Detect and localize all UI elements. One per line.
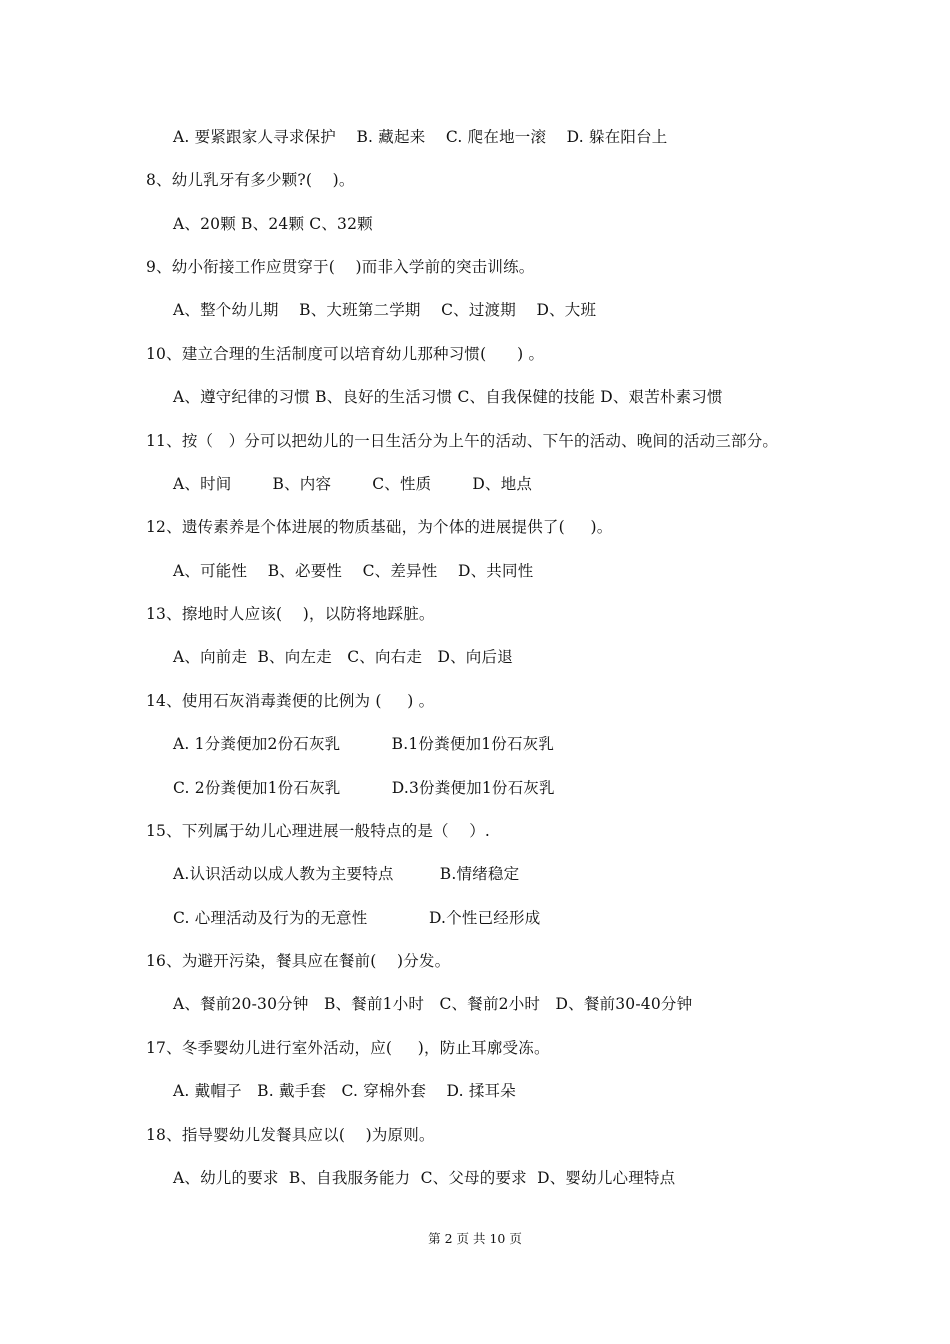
options-18: A、幼儿的要求 B、自我服务能力 C、父母的要求 D、婴幼儿心理特点 bbox=[173, 1169, 676, 1187]
question-12: 12、遗传素养是个体进展的物质基础，为个体的进展提供了( )。 bbox=[146, 518, 613, 536]
options-14b: C. 2份粪便加1份石灰乳 D.3份粪便加1份石灰乳 bbox=[173, 779, 555, 797]
question-8: 8、幼儿乳牙有多少颗?( )。 bbox=[146, 171, 355, 189]
question-11: 11、按（ ）分可以把幼儿的一日生活分为上午的活动、下午的活动、晚间的活动三部分。 bbox=[146, 432, 779, 450]
options-13: A、向前走 B、向左走 C、向右走 D、向后退 bbox=[173, 648, 513, 666]
question-16: 16、为避开污染，餐具应在餐前( )分发。 bbox=[146, 952, 451, 970]
options-9: A、整个幼儿期 B、大班第二学期 C、过渡期 D、大班 bbox=[173, 301, 597, 319]
options-8: A、20颗 B、24颗 C、32颗 bbox=[173, 215, 373, 233]
options-10: A、遵守纪律的习惯 B、良好的生活习惯 C、自我保健的技能 D、艰苦朴素习惯 bbox=[173, 388, 723, 406]
question-14: 14、使用石灰消毒粪便的比例为 ( ) 。 bbox=[146, 692, 435, 710]
question-13: 13、擦地时人应该( )，以防将地踩脏。 bbox=[146, 605, 435, 623]
options-14a: A. 1分粪便加2份石灰乳 B.1份粪便加1份石灰乳 bbox=[173, 735, 555, 753]
options-16: A、餐前20-30分钟 B、餐前1小时 C、餐前2小时 D、餐前30-40分钟 bbox=[173, 995, 693, 1013]
options-15b: C. 心理活动及行为的无意性 D.个性已经形成 bbox=[173, 909, 541, 927]
question-15: 15、下列属于幼儿心理进展一般特点的是（ ）. bbox=[146, 822, 491, 840]
question-17: 17、冬季婴幼儿进行室外活动，应( )，防止耳廓受冻。 bbox=[146, 1039, 550, 1057]
question-18: 18、指导婴幼儿发餐具应以( )为原则。 bbox=[146, 1126, 435, 1144]
question-9: 9、幼小衔接工作应贯穿于( )而非入学前的突击训练。 bbox=[146, 258, 535, 276]
question-10: 10、建立合理的生活制度可以培育幼儿那种习惯( ) 。 bbox=[146, 345, 545, 363]
options-11: A、时间 B、内容 C、性质 D、地点 bbox=[173, 475, 533, 493]
options-15a: A.认识活动以成人教为主要特点 B.情绪稳定 bbox=[173, 865, 520, 883]
options-12: A、可能性 B、必要性 C、差异性 D、共同性 bbox=[173, 562, 534, 580]
page-footer: 第 2 页 共 10 页 bbox=[428, 1231, 522, 1246]
line-1: A. 要紧跟家人寻求保护 B. 藏起来 C. 爬在地一滚 D. 躲在阳台上 bbox=[173, 128, 668, 146]
options-17: A. 戴帽子 B. 戴手套 C. 穿棉外套 D. 揉耳朵 bbox=[173, 1082, 516, 1100]
